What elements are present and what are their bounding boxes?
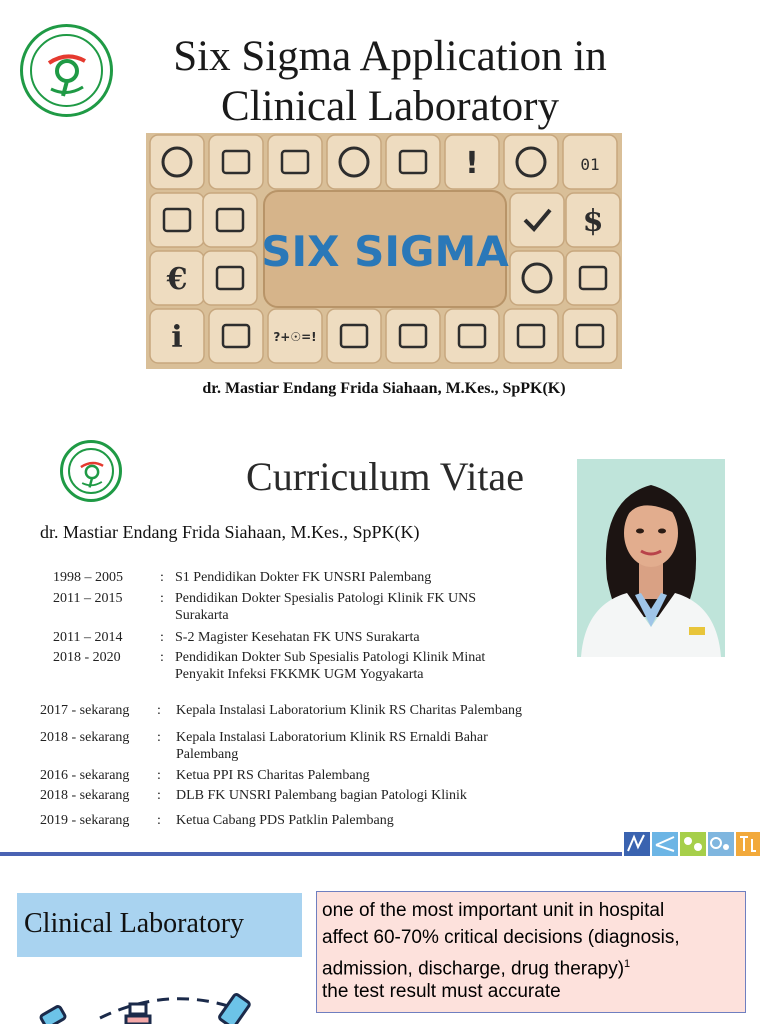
cv-years: 2018 - sekarang	[40, 730, 130, 745]
info-line-1: one of the most important unit in hospital	[322, 900, 665, 921]
coffee-cup-icon	[386, 135, 440, 189]
euro-icon	[150, 251, 204, 305]
cv-years: 2016 - sekarang	[40, 768, 130, 783]
section-divider	[0, 852, 622, 856]
cv-years: 2018 - sekarang	[40, 788, 130, 803]
cv-colon: :	[160, 630, 164, 645]
cv-colon: :	[157, 813, 161, 828]
presenter-name: dr. Mastiar Endang Frida Siahaan, M.Kes., SpPK(K)	[202, 380, 566, 397]
cv-description: S-2 Magister Kesehatan FK UNS Surakarta	[175, 630, 420, 645]
six-sigma-text: SIX SIGMA	[261, 227, 509, 276]
target-icon	[510, 251, 564, 305]
svg-text:?+☉=!: ?+☉=!	[273, 330, 317, 344]
info-icon	[150, 309, 204, 363]
calendar-icon	[563, 135, 617, 189]
cv-colon: :	[157, 768, 161, 783]
cv-years: 2017 - sekarang	[40, 703, 130, 718]
svg-text:€: €	[166, 262, 188, 297]
institution-logo-small	[60, 440, 122, 502]
logo-emblem-icon	[76, 453, 108, 491]
cv-colon: :	[160, 570, 164, 585]
cv-years: 2018 - 2020	[53, 650, 121, 665]
test-tube-icon	[40, 1005, 66, 1024]
cv-description: DLB FK UNSRI Palembang bagian Patologi Klinik	[176, 788, 467, 803]
cv-title: Curriculum Vitae	[246, 454, 524, 499]
cv-description: Kepala Instalasi Laboratorium Klinik RS Charitas Palembang	[176, 703, 523, 718]
svg-text:01: 01	[580, 155, 600, 174]
gears-icon	[150, 193, 204, 247]
cv-description: S1 Pendidikan Dokter FK UNSRI Palembang	[175, 570, 432, 585]
slide-title: Six Sigma Application in Clinical Laboratory	[173, 33, 607, 130]
network-icon	[327, 309, 381, 363]
cv-description: Ketua Cabang PDS Patklin Palembang	[176, 813, 394, 828]
flask-icon	[126, 1004, 150, 1024]
dollar-icon	[566, 193, 620, 247]
cv-colon: :	[160, 650, 164, 665]
lightbulb-icon	[268, 135, 322, 189]
cv-years: 1998 – 2005	[53, 570, 123, 585]
faces-icon	[327, 135, 381, 189]
equation-icon	[268, 309, 322, 363]
pie-chart-icon	[504, 135, 558, 189]
cv-years: 2011 – 2015	[53, 591, 123, 606]
cv-description: Pendidikan Dokter Spesialis Patologi Klinik FK UNS Surakarta	[175, 591, 476, 623]
bar-growth-icon	[203, 193, 257, 247]
footnote-mark: 1	[624, 958, 631, 970]
six-sigma-banner-image	[146, 133, 622, 369]
cv-name: dr. Mastiar Endang Frida Siahaan, M.Kes., SpPK(K)	[40, 522, 420, 542]
decorative-icon-strip	[624, 831, 760, 857]
info-line-4: the test result must accurate	[322, 981, 561, 1002]
presenter-photo	[577, 459, 725, 657]
cv-colon: :	[157, 703, 161, 718]
info-line-2: affect 60-70% critical decisions (diagnosis,	[322, 927, 680, 948]
thumbs-up-icon	[203, 251, 257, 305]
money-stack-icon	[209, 135, 263, 189]
institution-logo	[20, 24, 113, 117]
cv-description: Ketua PPI RS Charitas Palembang	[176, 768, 370, 783]
handshake-icon	[445, 309, 499, 363]
cv-colon: :	[160, 591, 164, 606]
exclamation-icon	[445, 135, 499, 189]
meeting-icon	[504, 309, 558, 363]
svg-text:$: $	[582, 204, 604, 239]
dice-grid	[146, 133, 622, 369]
cv-years: 2019 - sekarang	[40, 813, 130, 828]
svg-text:!: !	[465, 146, 479, 181]
line-chart-icon	[209, 309, 263, 363]
cv-years: 2011 – 2014	[53, 630, 123, 645]
clock-icon	[150, 135, 204, 189]
lab-illustration	[30, 990, 270, 1024]
svg-text:i: i	[171, 320, 183, 355]
cv-colon: :	[157, 730, 161, 745]
puzzle-icon	[566, 251, 620, 305]
world-map-icon	[386, 309, 440, 363]
logo-emblem-icon	[41, 41, 93, 101]
info-line-3: admission, discharge, drug therapy)$^1$	[322, 958, 631, 980]
cv-description: Pendidikan Dokter Sub Spesialis Patologi Klinik Minat Penyakit Infeksi FKKMK UGM Yogyakarta	[175, 650, 486, 682]
clinical-laboratory-heading: Clinical Laboratory	[24, 908, 245, 939]
chart-board-icon	[563, 309, 617, 363]
cv-colon: :	[157, 788, 161, 803]
vial-icon	[218, 993, 250, 1024]
checkmark-icon	[510, 193, 564, 247]
cv-description: Kepala Instalasi Laboratorium Klinik RS Ernaldi Bahar Palembang	[176, 730, 488, 762]
